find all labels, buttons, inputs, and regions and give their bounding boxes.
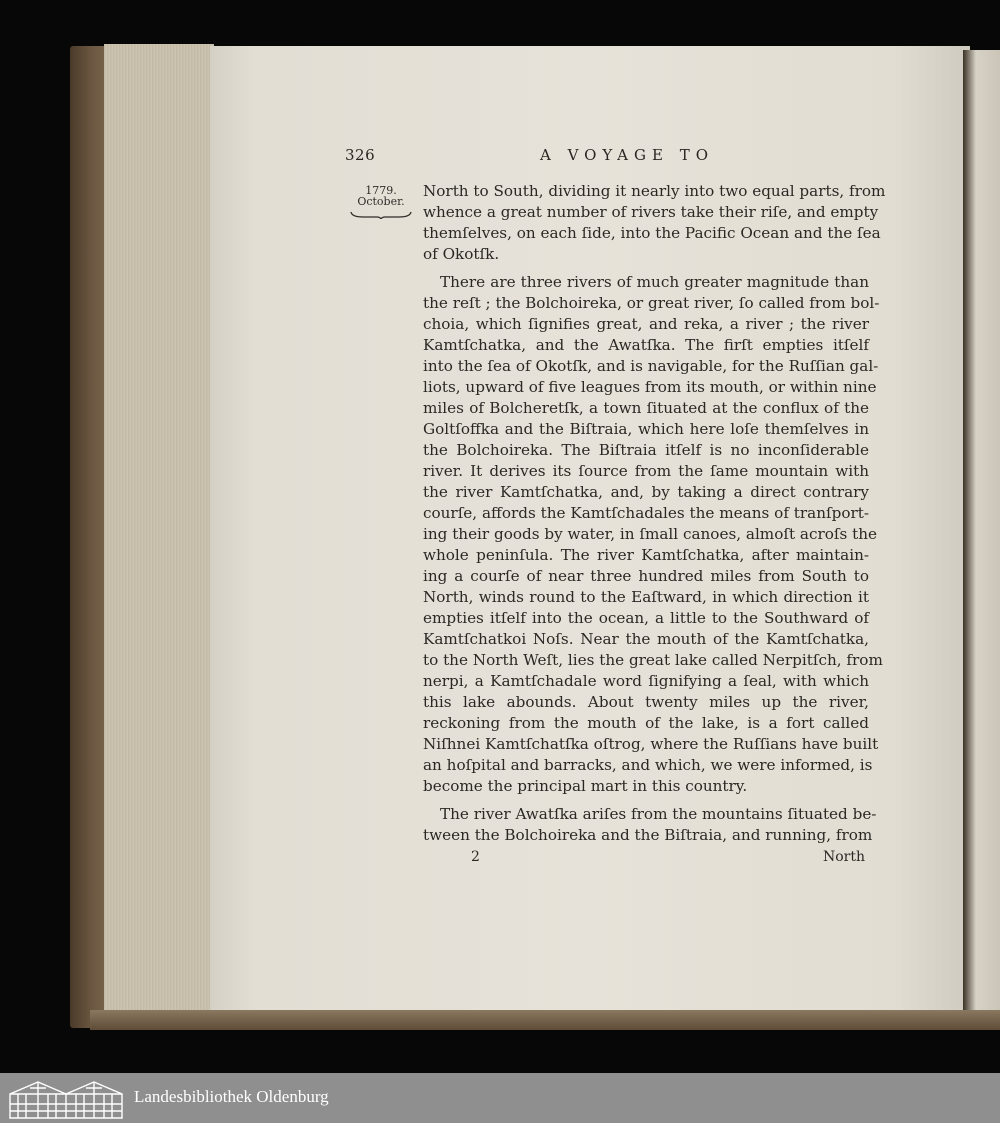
text-line: ing their goods by water, in ſmall canoes, almoſt acroſs the xyxy=(423,525,877,543)
text-line: whence a great number of rivers take their riſe, and empty xyxy=(423,203,879,221)
text-line: this lake abounds. About twenty miles up the river, xyxy=(423,693,869,711)
text-line: There are three rivers of much greater magnitude than xyxy=(440,273,869,291)
book-board-bottom xyxy=(90,1010,1000,1030)
text-line: nerpi, a Kamtſchadale word ſignifying a ſeal, with which xyxy=(423,672,869,690)
paragraph xyxy=(423,804,877,846)
text-line: river. It derives its ſource from the ſame mountain with xyxy=(423,462,869,480)
catchword: North xyxy=(822,849,865,865)
text-line: The river Awatſka ariſes from the mountains ſituated be- xyxy=(440,805,877,823)
text-line: ing a courſe of near three hundred miles from South to xyxy=(423,567,869,585)
text-line: tween the Bolchoireka and the Biſtraia, and running, from xyxy=(423,826,873,844)
text-line: themſelves, on each ſide, into the Pacific Ocean and the ſea xyxy=(423,224,881,242)
text-line: to the North Weſt, lies the great lake called Nerpitſch, from xyxy=(423,651,883,669)
text-line: of Okotſk. xyxy=(423,245,500,263)
margin-note-month: October. xyxy=(357,195,405,208)
page-edges xyxy=(104,44,214,1014)
text-line: the river Kamtſchatka, and, by taking a direct contrary xyxy=(423,483,869,501)
text-line: whole peninſula. The river Kamtſchatka, after maintain- xyxy=(423,546,869,564)
text-line: become the principal mart in this country. xyxy=(423,777,748,795)
text-line: Kamtſchatkoi Noſs. Near the mouth of the Kamtſchatka, xyxy=(423,630,869,648)
paragraph xyxy=(423,181,886,265)
text-line: North, winds round to the Eaſtward, in which direction it xyxy=(423,588,869,606)
library-building-icon xyxy=(8,1076,124,1120)
page-header xyxy=(345,146,869,170)
text-line: Kamtſchatka, and the Awatſka. The firſt empties itſelf xyxy=(423,336,869,354)
facing-page-edge xyxy=(963,50,1000,1020)
text-line: the Bolchoireka. The Biſtraia itſelf is no inconſiderable xyxy=(423,441,869,459)
text-line: an hoſpital and barracks, and which, we were informed, is xyxy=(423,756,873,774)
text-line: Niſhnei Kamtſchatſka oſtrog, where the Ruſſians have built xyxy=(423,735,879,753)
paragraph xyxy=(423,272,883,797)
body-text xyxy=(423,181,886,846)
signature-mark: 2 xyxy=(471,849,480,865)
text-line: reckoning from the mouth of the lake, is a fort called xyxy=(423,714,869,732)
running-title: A VOYAGE TO xyxy=(539,146,715,164)
margin-note xyxy=(349,185,413,219)
library-bar xyxy=(0,1073,1000,1123)
library-name: Landesbibliothek Oldenburg xyxy=(134,1087,329,1106)
text-line: the reſt ; the Bolchoireka, or great river, ſo called from bol- xyxy=(423,294,880,312)
text-line: into the ſea of Okotſk, and is navigable, for the Ruſſian gal- xyxy=(423,357,879,375)
text-line: empties itſelf into the ocean, a little to the Southward of xyxy=(423,609,869,627)
brace-icon xyxy=(349,211,413,219)
text-line: miles of Bolcheretſk, a town ſituated at the conflux of the xyxy=(423,399,869,417)
text-line: North to South, dividing it nearly into two equal parts, from xyxy=(423,182,886,200)
text-line: liots, upward of five leagues from its mouth, or within nine xyxy=(423,378,877,396)
text-line: Goltſoffka and the Biſtraia, which here loſe themſelves in xyxy=(423,420,869,438)
text-line: courſe, affords the Kamtſchadales the means of tranſport- xyxy=(423,504,869,522)
page-footer xyxy=(423,849,869,869)
text-line: choia, which ſignifies great, and reka, a river ; the river xyxy=(423,315,869,333)
page-number: 326 xyxy=(345,146,376,164)
margin-note-year: 1779. xyxy=(365,184,397,197)
